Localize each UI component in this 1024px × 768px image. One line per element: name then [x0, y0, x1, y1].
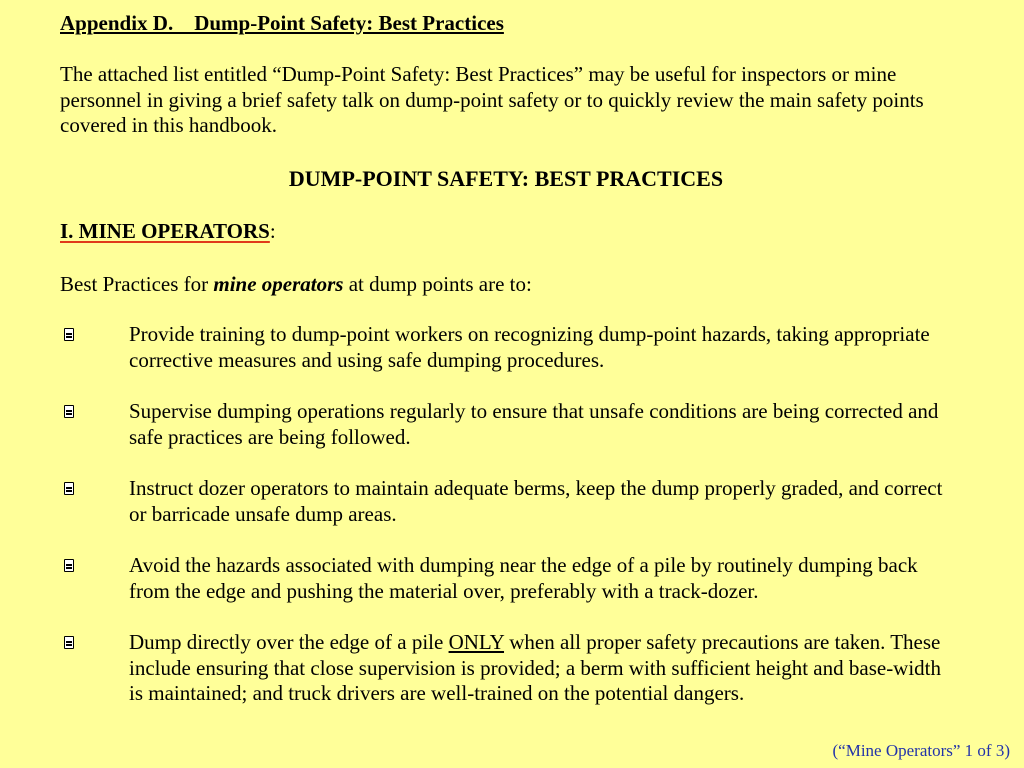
- document-lines-icon: [64, 636, 74, 649]
- appendix-title: Appendix D. Dump-Point Safety: Best Practices: [60, 11, 504, 35]
- bullet-text: Instruct dozer operators to maintain adequate berms, keep the dump properly graded, and correct or barricade unsafe dump areas.: [129, 476, 943, 526]
- section-heading-label: I. MINE OPERATORS: [60, 219, 270, 243]
- intro-paragraph: The attached list entitled “Dump-Point Safety: Best Practices” may be useful for inspectors or mine personnel in giving a brief safety talk on dump-point safety or to quickly review the main safety points covered in this handbook.: [60, 62, 924, 137]
- page-footer: (“Mine Operators” 1 of 3): [832, 741, 1010, 760]
- document-lines-icon: [64, 482, 74, 495]
- bullet-text-after: when all proper safety precautions are taken. These include ensuring that close supervision is provided; a berm with sufficient height and base-width is maintained; and truck drivers are well-trained on the potential dangers.: [129, 630, 942, 705]
- bullet-text: [129, 630, 959, 707]
- document-lines-icon: [64, 405, 74, 418]
- lead-before: Best Practices for: [60, 272, 214, 296]
- bullet-text: Avoid the hazards associated with dumping near the edge of a pile by routinely dumping back from the edge and pushing the material over, preferably with a track-dozer.: [129, 553, 918, 603]
- bullet-text: Supervise dumping operations regularly to ensure that unsafe conditions are being corrected and safe practices are being followed.: [129, 399, 939, 449]
- bullet-text-before: Dump directly over the edge of a pile: [129, 630, 449, 654]
- section-heading: [60, 218, 276, 244]
- document-lines-icon: [64, 559, 74, 572]
- section-heading-colon: :: [269, 219, 276, 243]
- main-heading: DUMP-POINT SAFETY: BEST PRACTICES: [288, 166, 724, 191]
- lead-emphasis: mine operators: [213, 272, 344, 296]
- bullet-text-underlined: ONLY: [448, 630, 505, 654]
- bullet-text: Provide training to dump-point workers on recognizing dump-point hazards, taking appropriate corrective measures and using safe dumping procedures.: [129, 322, 930, 372]
- lead-sentence: [60, 271, 532, 297]
- lead-after: at dump points are to:: [343, 272, 532, 296]
- document-lines-icon: [64, 328, 74, 341]
